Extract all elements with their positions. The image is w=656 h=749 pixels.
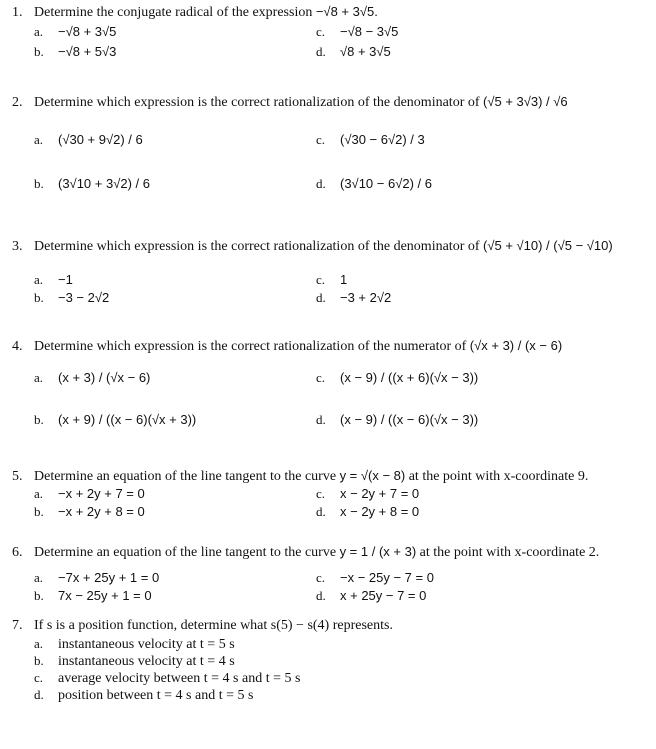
option-d[interactable]: d. −3 + 2√2 (316, 290, 392, 305)
stem-expression: y = 1 / (x + 3) (339, 544, 417, 559)
stem-expression: (√5 + 3√3) / √6 (483, 94, 568, 109)
question-stem: Determine which expression is the correct rationalization of the denominator of (34, 95, 480, 110)
question-6 (12, 544, 599, 561)
option-b[interactable]: b. 7x − 25y + 1 = 0 (34, 588, 152, 603)
option-b[interactable]: b. (x + 9) / ((x − 6)(√x + 3)) (34, 412, 197, 427)
option-b[interactable]: b. −√8 + 5√3 (34, 44, 117, 59)
option-d[interactable]: d. (x − 9) / ((x − 6)(√x − 3)) (316, 412, 479, 427)
question-7 (12, 618, 393, 634)
stem-expression: (√5 + √10) / (√5 − √10) (483, 238, 613, 253)
option-b[interactable]: b. −3 − 2√2 (34, 290, 110, 305)
option-a[interactable]: a. −7x + 25y + 1 = 0 (34, 570, 160, 585)
option-b[interactable]: b. instantaneous velocity at t = 4 s (34, 653, 235, 669)
question-stem: If s is a position function, determine what s(5) − s(4) represents. (34, 618, 393, 633)
option-a[interactable]: a. −1 (34, 272, 73, 287)
question-number: 1. (12, 5, 23, 20)
option-a[interactable]: a. (x + 3) / (√x − 6) (34, 370, 151, 385)
option-d[interactable]: d. position between t = 4 s and t = 5 s (34, 687, 254, 703)
question-number: 3. (12, 239, 23, 254)
option-c[interactable]: c. x − 2y + 7 = 0 (316, 486, 420, 501)
option-b[interactable]: b. (3√10 + 3√2) / 6 (34, 176, 150, 191)
option-c[interactable]: c. −x − 25y − 7 = 0 (316, 570, 434, 585)
stem-expression: y = √(x − 8) (339, 468, 406, 483)
question-5 (12, 468, 588, 485)
option-a[interactable]: a. instantaneous velocity at t = 5 s (34, 636, 235, 652)
question-4 (12, 338, 562, 355)
option-d[interactable]: d. x − 2y + 8 = 0 (316, 504, 420, 519)
question-1 (12, 4, 378, 21)
question-stem: Determine which expression is the correct rationalization of the denominator of (34, 239, 480, 254)
option-d[interactable]: d. √8 + 3√5 (316, 44, 391, 59)
option-c[interactable]: c. average velocity between t = 4 s and t = 5 s (34, 670, 301, 686)
option-c[interactable]: c. (x − 9) / ((x + 6)(√x − 3)) (316, 370, 479, 385)
question-3 (12, 238, 613, 255)
stem-tail: at the point with x-coordinate 2. (419, 545, 600, 560)
question-2 (12, 94, 568, 111)
question-number: 6. (12, 545, 23, 560)
option-a[interactable]: a. −x + 2y + 7 = 0 (34, 486, 145, 501)
option-d[interactable]: d. (3√10 − 6√2) / 6 (316, 176, 432, 191)
option-d[interactable]: d. x + 25y − 7 = 0 (316, 588, 427, 603)
stem-expression: (√x + 3) / (x − 6) (469, 338, 563, 353)
option-a[interactable]: a. −√8 + 3√5 (34, 24, 117, 39)
option-c[interactable]: c. 1 (316, 272, 348, 287)
question-number: 5. (12, 469, 23, 484)
option-a[interactable]: a. (√30 + 9√2) / 6 (34, 132, 143, 147)
stem-expression: −√8 + 3√5. (315, 4, 378, 19)
question-stem: Determine which expression is the correct rationalization of the numerator of (34, 339, 467, 354)
option-b[interactable]: b. −x + 2y + 8 = 0 (34, 504, 145, 519)
question-stem: Determine an equation of the line tangent to the curve (34, 469, 337, 484)
question-number: 7. (12, 618, 23, 633)
question-number: 2. (12, 95, 23, 110)
question-stem: Determine the conjugate radical of the expression (34, 5, 313, 20)
stem-tail: at the point with x-coordinate 9. (408, 469, 589, 484)
question-number: 4. (12, 339, 23, 354)
question-stem: Determine an equation of the line tangent to the curve (34, 545, 337, 560)
option-c[interactable]: c. −√8 − 3√5 (316, 24, 399, 39)
option-c[interactable]: c. (√30 − 6√2) / 3 (316, 132, 425, 147)
